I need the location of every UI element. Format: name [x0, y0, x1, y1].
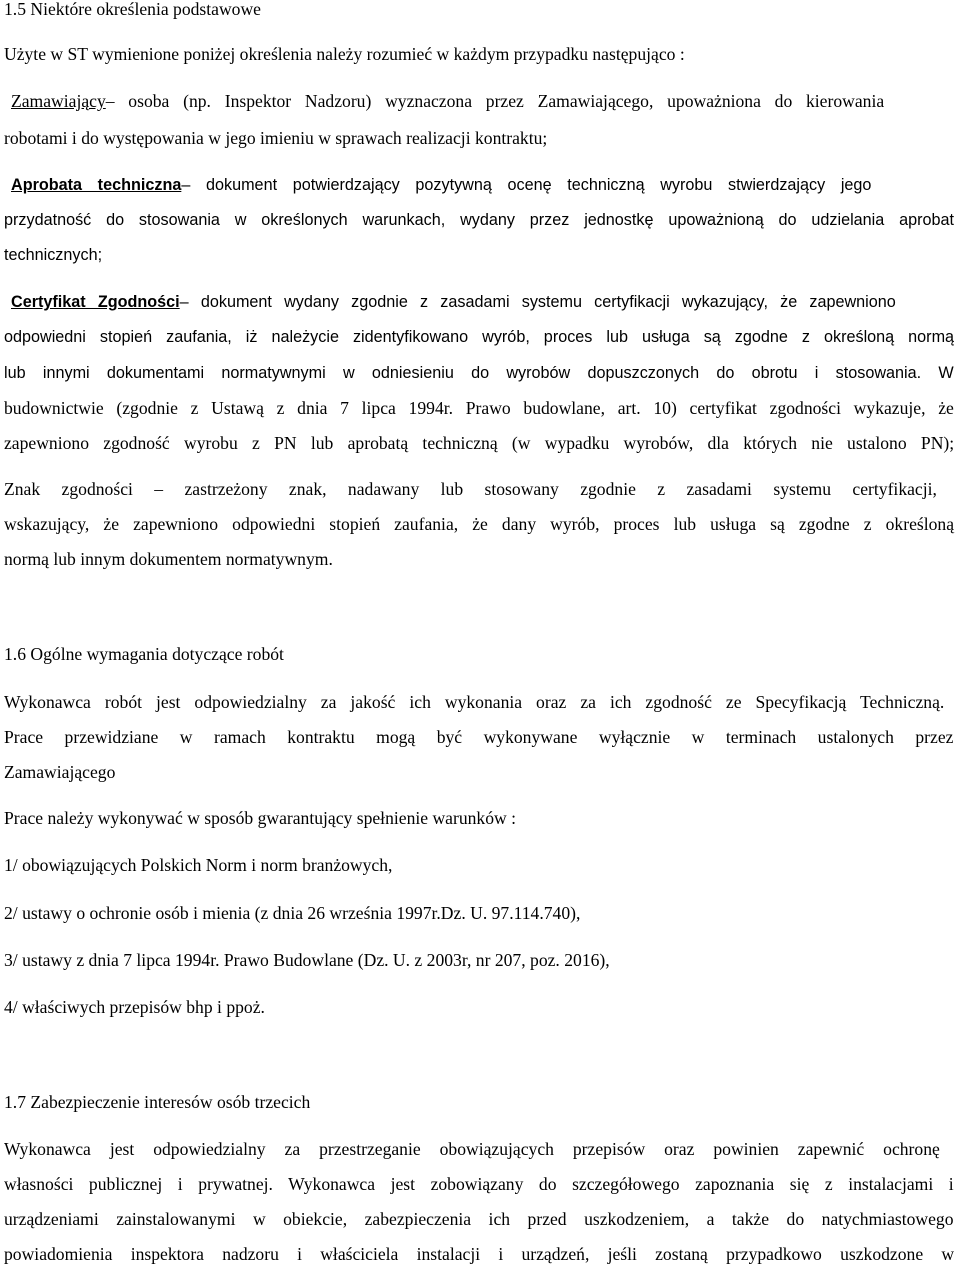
definition-certyfikat-line-2: odpowiedni stopień zaufania, iż należycie zidentyfikowano wyrób, proces lub usługa są zgodne z określoną normą [4, 328, 955, 346]
definition-zamawiajacy-line-1 [4, 84, 884, 119]
paragraph-conditions: Prace należy wykonywać w sposób gwarantujący spełnienie warunków : [4, 808, 517, 828]
list-item: 2/ ustawy o ochronie osób i mienia (z dnia 26 września 1997r.Dz. U. 97.114.740), [4, 903, 581, 923]
definition-zamawiajacy-line-2: robotami i do występowania w jego imieniu w sprawach realizacji kontraktu; [4, 128, 548, 148]
definition-aprobata-line-3: technicznych; [4, 246, 103, 264]
list-item: 1/ obowiązujących Polskich Norm i norm branżowych, [4, 855, 393, 875]
definition-aprobata-line-1 [4, 168, 871, 203]
definition-aprobata-line-2: przydatność do stosowania w określonych warunkach, wydany przez jednostkę upoważnioną do udzielania aprobat [4, 211, 955, 229]
definition-certyfikat-line-3: lub innymi dokumentami normatywnymi w odniesieniu do wyrobów dopuszczonych do obrotu i stosowania. W [4, 364, 954, 382]
definition-znak-line-2: wskazujący, że zapewniono odpowiedni stopień zaufania, że dany wyrób, proces lub usługa są zgodne z określoną [4, 514, 955, 534]
section-heading-1-6: 1.6 Ogólne wymagania dotyczące robót [4, 644, 284, 664]
paragraph-1-7-line-2: własności publicznej i prywatnej. Wykonawca jest zobowiązany do szczegółowego zapoznania się z instalacjami i [4, 1174, 954, 1194]
definition-text: – dokument wydany zgodnie z zasadami systemu certyfikacji wykazujący, że zapewniono [179, 293, 896, 311]
list-item: 3/ ustawy z dnia 7 lipca 1994r. Prawo Budowlane (Dz. U. z 2003r, nr 207, poz. 2016), [4, 950, 610, 970]
term-zamawiajacy: Zamawiający [11, 91, 106, 111]
paragraph-1-6-line-3: Zamawiającego [4, 762, 116, 782]
section-heading-1-7: 1.7 Zabezpieczenie interesów osób trzecich [4, 1092, 311, 1112]
term-certyfikat-zgodnosci: Certyfikat Zgodności [11, 293, 180, 311]
paragraph-1-6-line-2: Prace przewidziane w ramach kontraktu mogą być wykonywane wyłącznie w terminach ustalonych przez [4, 727, 954, 747]
section-heading-1-5: 1.5 Niektóre określenia podstawowe [4, 0, 261, 19]
definition-certyfikat-line-5: zapewniono zgodność wyrobu z PN lub aprobatą techniczną (w wypadku wyrobów, dla których nie ustalono PN); [4, 433, 955, 453]
paragraph-1-7-line-3: urządzeniami zainstalowanymi w obiekcie, zabezpieczenia ich przed uszkodzeniem, a także do natychmiastowego [4, 1209, 954, 1229]
definition-text: – dokument potwierdzający pozytywną ocenę techniczną wyrobu stwierdzający jego [181, 176, 872, 194]
paragraph-1-7-line-1: Wykonawca jest odpowiedzialny za przestrzeganie obowiązujących przepisów oraz powinien zapewnić ochronę [4, 1139, 940, 1159]
definition-certyfikat-line-4: budownictwie (zgodnie z Ustawą z dnia 7 lipca 1994r. Prawo budowlane, art. 10) certyfikat zgodności wykazuje, że [4, 398, 954, 418]
definition-text: – osoba (np. Inspektor Nadzoru) wyznaczona przez Zamawiającego, upoważniona do kierowania [105, 91, 885, 111]
definition-znak-line-1: Znak zgodności – zastrzeżony znak, nadawany lub stosowany zgodnie z zasadami systemu certyfikacji, [4, 479, 937, 499]
definition-znak-line-3: normą lub innym dokumentem normatywnym. [4, 549, 333, 569]
paragraph-1-6-line-1: Wykonawca robót jest odpowiedzialny za jakość ich wykonania oraz za ich zgodność ze Specyfikacją Techniczną. [4, 692, 945, 712]
list-item: 4/ właściwych przepisów bhp i ppoż. [4, 997, 265, 1017]
paragraph-intro: Użyte w ST wymienione poniżej określenia należy rozumieć w każdym przypadku następująco : [4, 44, 685, 64]
term-aprobata-techniczna: Aprobata techniczna [11, 176, 182, 194]
paragraph-1-7-line-4: powiadomienia inspektora nadzoru i właściciela instalacji i urządzeń, jeśli zostaną przypadkowo uszkodzone w [4, 1244, 955, 1264]
definition-certyfikat-line-1 [4, 285, 896, 320]
